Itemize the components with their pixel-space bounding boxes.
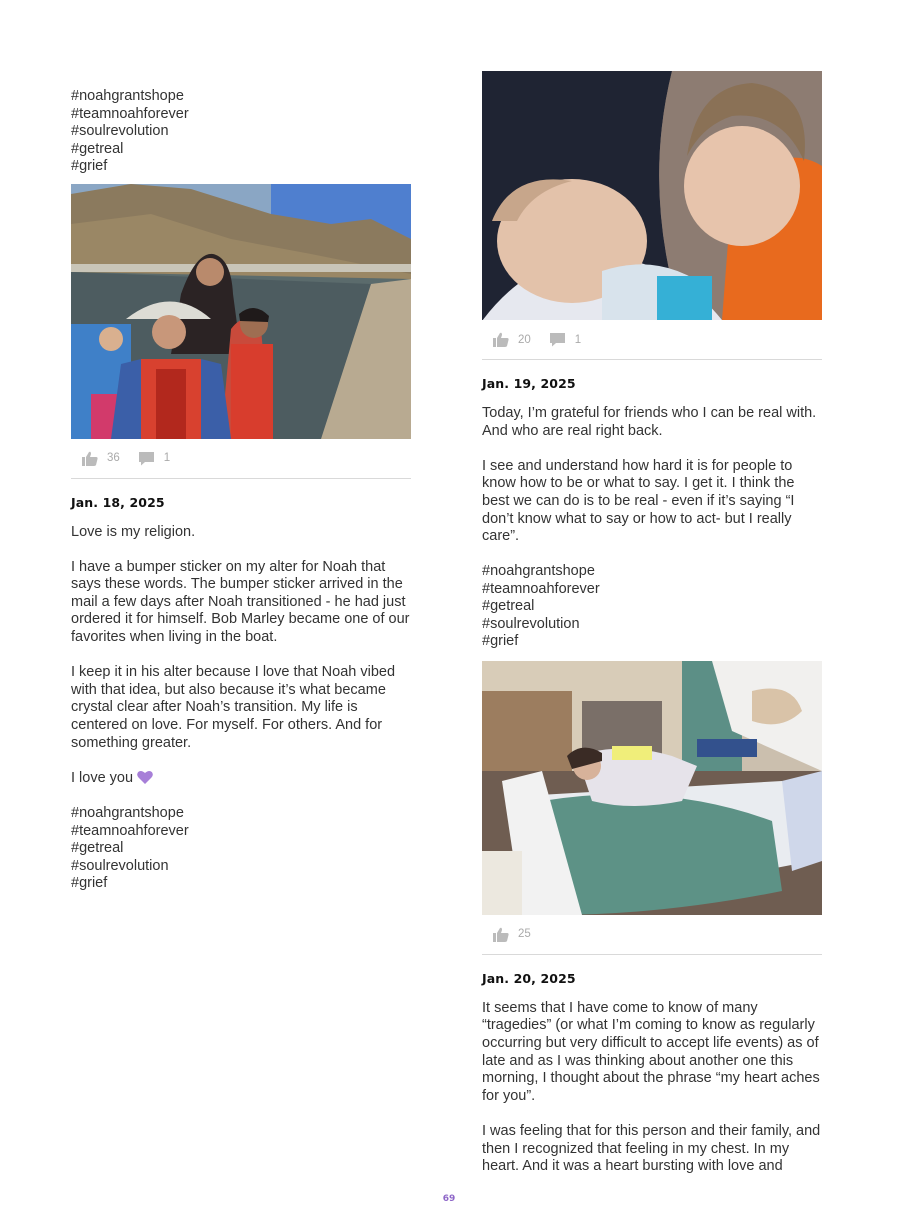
left-column	[71, 88, 411, 893]
hashtag[interactable]: #teamnoahforever	[482, 580, 600, 597]
hashtag[interactable]: #grief	[482, 633, 519, 650]
hashtag[interactable]: #noahgrantshope	[482, 563, 595, 580]
like-count[interactable]: 20	[492, 332, 531, 347]
post-date: Jan. 20, 2025	[482, 970, 576, 986]
hashtag[interactable]: #noahgrantshope	[71, 88, 184, 104]
post-date: Jan. 19, 2025	[482, 376, 576, 391]
hashtag[interactable]: #noahgrantshope	[71, 805, 184, 821]
post-paragraph: I was feeling that for this person and their family, and then I recognized that feeling in my chest. In my heart. And it was a heart bursting with love and	[482, 1123, 821, 1175]
hashtag[interactable]: #grief	[71, 158, 108, 174]
comment-count[interactable]: 1	[138, 451, 170, 466]
comment-icon	[138, 451, 155, 466]
post-paragraph: Love is my religion.	[71, 523, 196, 540]
baby-and-boy-photo	[482, 71, 822, 320]
post-paragraph: It seems that I have come to know of many “tragedies” (or what I’m coming to know as regularly occurring but very difficult to accept life events) as of late and as I was thinking about another one this morning, I thought about the phrase “my heart aches for you”.	[482, 999, 820, 1104]
river-kids-photo	[71, 184, 411, 439]
hashtag[interactable]: #grief	[71, 875, 108, 891]
purple-heart-icon	[137, 770, 153, 784]
post-paragraph: I have a bumper sticker on my alter for Noah that says these words. The bumper sticker arrived in the mail a few days after Noah transitioned - he had just ordered it for himself. Bob Marley became one of our favorites when living in the boat.	[71, 558, 410, 646]
hashtag[interactable]: #teamnoahforever	[71, 105, 189, 122]
photo-stats	[482, 320, 822, 360]
hashtag-list	[71, 805, 411, 893]
thumbs-up-icon	[492, 927, 509, 942]
post-paragraph: I see and understand how hard it is for people to know how to be or what to say. I get it. I think the best we can do is to be real - even if it’s saying “I don’t know what to say or how to act- but I really care”.	[482, 457, 795, 545]
comment-count[interactable]: 1	[549, 332, 581, 347]
like-count[interactable]: 36	[81, 451, 120, 466]
hashtag[interactable]: #soulrevolution	[482, 615, 580, 632]
post-closing: I love you	[71, 770, 411, 788]
post-paragraph: Today, I’m grateful for friends who I can be real with. And who are real right back.	[482, 405, 817, 439]
hashtag[interactable]: #getreal	[71, 140, 124, 157]
hashtag[interactable]: #teamnoahforever	[71, 822, 189, 839]
comment-icon	[549, 332, 566, 347]
right-column	[482, 71, 822, 1193]
hashtag[interactable]: #soulrevolution	[71, 857, 169, 874]
hashtag-list	[71, 88, 411, 176]
hashtag[interactable]: #soulrevolution	[71, 123, 169, 139]
thumbs-up-icon	[81, 451, 98, 466]
like-count[interactable]: 25	[492, 927, 531, 942]
post-paragraph: I keep it in his alter because I love that Noah vibed with that idea, but also because it’s what became crystal clear after Noah’s transition. My life is centered on love. For myself. For others. And for something greater.	[71, 664, 396, 751]
hospital-bed-photo	[482, 661, 822, 915]
hashtag[interactable]: #getreal	[71, 840, 124, 856]
photo-stats	[71, 439, 411, 479]
hashtag-list	[482, 563, 822, 651]
post-date: Jan. 18, 2025	[71, 494, 165, 510]
page-number: 69	[442, 1194, 456, 1204]
thumbs-up-icon	[492, 332, 509, 347]
photo-stats	[482, 915, 822, 955]
hashtag[interactable]: #getreal	[482, 598, 535, 615]
